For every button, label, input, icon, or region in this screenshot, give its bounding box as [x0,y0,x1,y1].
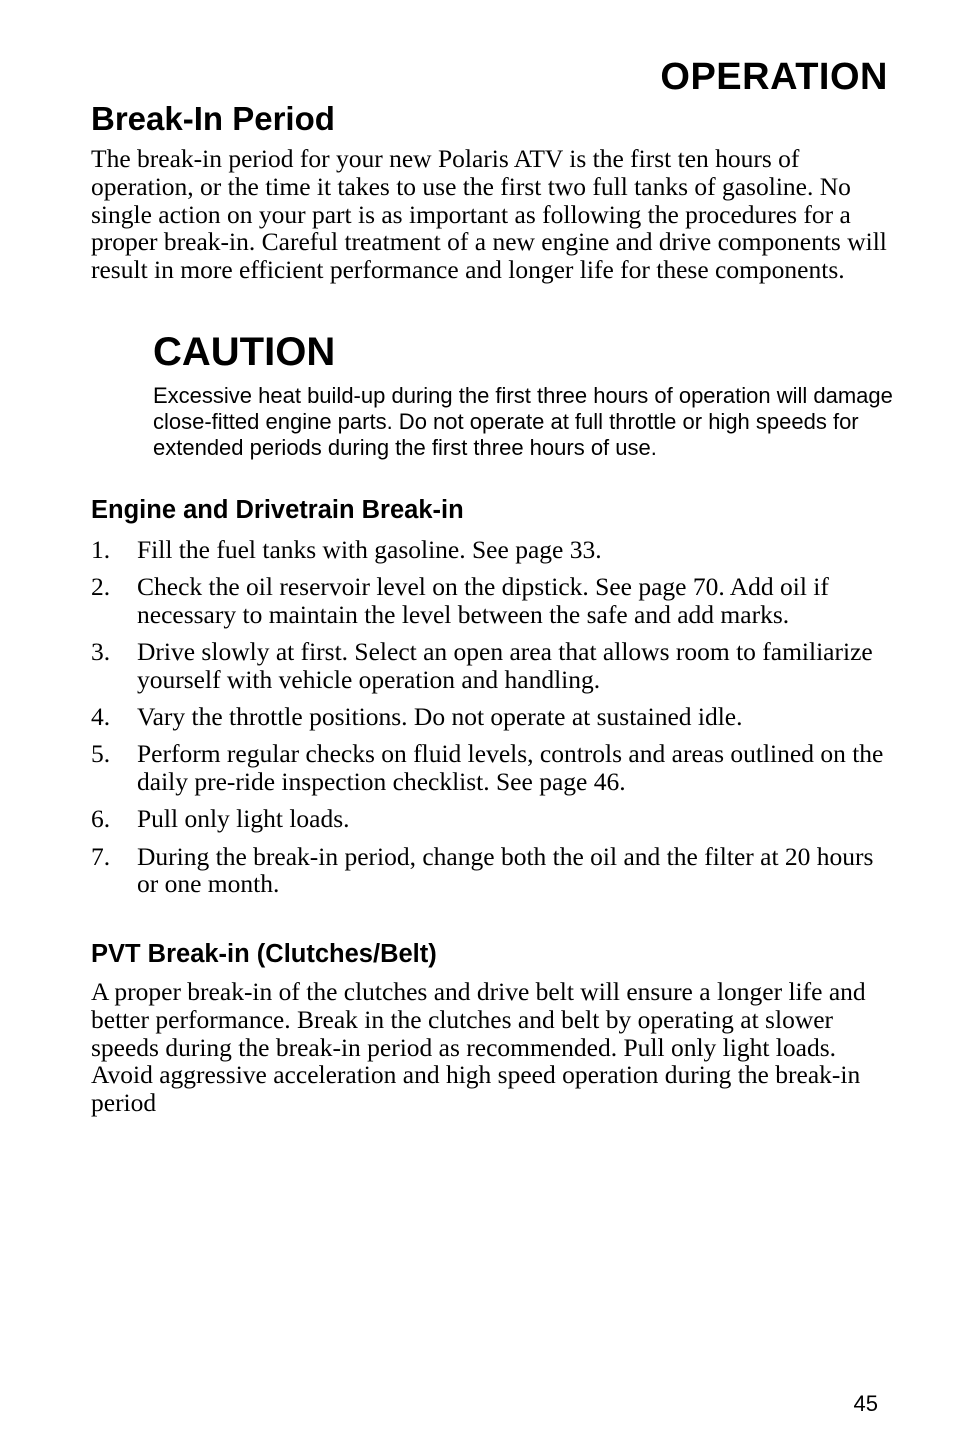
list-number: 6. [91,804,111,834]
list-text: Drive slowly at first. Select an open area that allows room to familiarize yourself with vehicle operation and handling. [137,637,873,694]
subsection-title-pvt: PVT Break-in (Clutches/Belt) [91,940,437,968]
list-item [91,573,891,629]
list-number: 4. [91,702,111,732]
list-number: 5. [91,739,111,769]
list-item [91,740,891,796]
page-number: 45 [853,1391,878,1416]
subsection-title-engine: Engine and Drivetrain Break-in [91,496,464,524]
list-number: 7. [91,841,111,871]
list-number: 3. [91,637,111,667]
break-in-intro-paragraph: The break-in period for your new Polaris ATV is the first ten hours of operation, or the time it takes to use the first two full tanks of gasoline. No single action on your part is as important as following the procedures for a proper break-in. Careful treatment of a new engine and drive components will result in more efficient performance and longer life for these components. [91,144,887,285]
list-text: Perform regular checks on fluid levels, controls and areas outlined on the daily pre-ride inspection checklist. See page 46. [137,739,884,797]
list-item [91,805,891,833]
chapter-heading: OPERATION [660,56,888,98]
pvt-paragraph: A proper break-in of the clutches and drive belt will ensure a longer life and better performance. Break in the clutches and belt by operating at slower speeds during the break-in period as recommended. Pull only light loads. Avoid aggressive acceleration and high speed operation during the break-in period [91,977,866,1118]
break-in-steps-list [91,536,891,908]
list-item [91,638,891,694]
list-item [91,536,891,564]
list-item [91,843,891,899]
list-text: Fill the fuel tanks with gasoline. See page 33. [137,535,602,564]
section-title-break-in: Break-In Period [91,100,335,137]
caution-text: Excessive heat build-up during the first three hours of operation will damage close-fitted engine parts. Do not operate at full throttle or high speeds for extended periods during the first three hours of use. [153,383,893,460]
list-number: 2. [91,572,111,602]
list-text: Vary the throttle positions. Do not operate at sustained idle. [137,702,743,732]
list-text: Pull only light loads. [137,804,350,834]
list-item [91,703,891,731]
list-text: Check the oil reservoir level on the dipstick. See page 70. Add oil if necessary to maintain the level between the safe and add marks. [137,572,829,629]
list-number: 1. [91,535,111,564]
list-text: During the break-in period, change both the oil and the filter at 20 hours or one month. [137,841,874,899]
caution-heading: CAUTION [153,330,336,374]
